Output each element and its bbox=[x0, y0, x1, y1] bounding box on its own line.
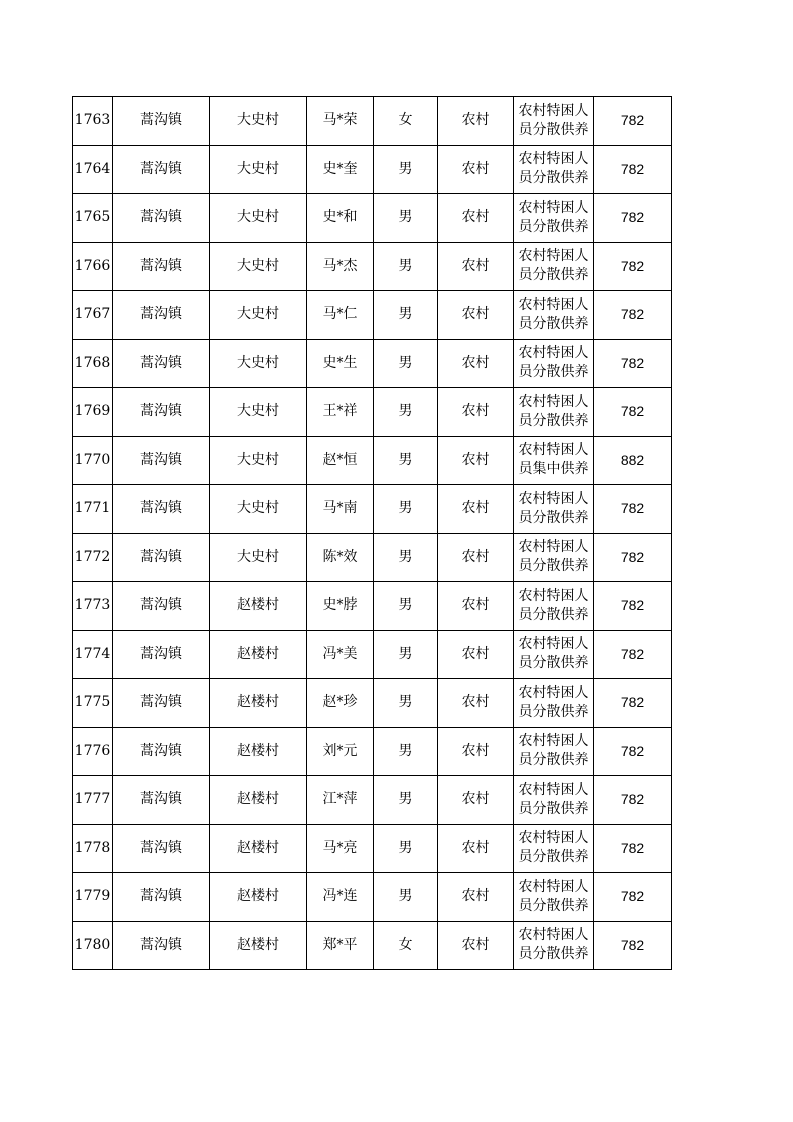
support-type-line-1: 农村特困人 bbox=[518, 539, 589, 556]
table-row bbox=[73, 921, 672, 970]
table-row bbox=[73, 388, 672, 437]
cell-household-type: 农村 bbox=[438, 776, 514, 825]
cell-person-name: 冯*美 bbox=[307, 630, 374, 679]
cell-household-type: 农村 bbox=[438, 388, 514, 437]
table-row bbox=[73, 436, 672, 485]
cell-amount: 782 bbox=[594, 824, 672, 873]
cell-town: 蒿沟镇 bbox=[113, 97, 210, 146]
cell-support-type bbox=[514, 824, 594, 873]
cell-amount: 782 bbox=[594, 388, 672, 437]
cell-village: 大史村 bbox=[210, 291, 307, 340]
support-type-line-2: 员分散供养 bbox=[518, 412, 589, 429]
cell-serial-number: 1777 bbox=[73, 776, 113, 825]
table-row bbox=[73, 582, 672, 631]
cell-gender: 男 bbox=[374, 145, 438, 194]
cell-amount: 782 bbox=[594, 485, 672, 534]
cell-serial-number: 1765 bbox=[73, 194, 113, 243]
cell-serial-number: 1779 bbox=[73, 873, 113, 922]
support-type-line-2: 员集中供养 bbox=[518, 461, 589, 478]
support-type-line-1: 农村特困人 bbox=[518, 490, 589, 507]
table-row bbox=[73, 242, 672, 291]
cell-gender: 男 bbox=[374, 533, 438, 582]
cell-village: 大史村 bbox=[210, 339, 307, 388]
cell-serial-number: 1775 bbox=[73, 679, 113, 728]
support-type-line-2: 员分散供养 bbox=[518, 364, 589, 381]
cell-household-type: 农村 bbox=[438, 436, 514, 485]
cell-amount: 782 bbox=[594, 242, 672, 291]
cell-serial-number: 1768 bbox=[73, 339, 113, 388]
cell-serial-number: 1773 bbox=[73, 582, 113, 631]
cell-gender: 男 bbox=[374, 291, 438, 340]
cell-town: 蒿沟镇 bbox=[113, 727, 210, 776]
table-row bbox=[73, 679, 672, 728]
table-row bbox=[73, 145, 672, 194]
support-type-line-2: 员分散供养 bbox=[518, 218, 589, 235]
cell-gender: 男 bbox=[374, 679, 438, 728]
support-type-line-1: 农村特困人 bbox=[518, 781, 589, 798]
support-type-line-1: 农村特困人 bbox=[518, 393, 589, 410]
cell-serial-number: 1769 bbox=[73, 388, 113, 437]
cell-support-type bbox=[514, 485, 594, 534]
cell-household-type: 农村 bbox=[438, 679, 514, 728]
support-type-line-1: 农村特困人 bbox=[518, 248, 589, 265]
cell-amount: 782 bbox=[594, 873, 672, 922]
table-row bbox=[73, 291, 672, 340]
cell-support-type bbox=[514, 291, 594, 340]
cell-gender: 男 bbox=[374, 727, 438, 776]
support-type-line-2: 员分散供养 bbox=[518, 800, 589, 817]
table-row bbox=[73, 533, 672, 582]
support-type-line-1: 农村特困人 bbox=[518, 296, 589, 313]
support-type-line-2: 员分散供养 bbox=[518, 315, 589, 332]
cell-town: 蒿沟镇 bbox=[113, 194, 210, 243]
cell-amount: 782 bbox=[594, 291, 672, 340]
cell-amount: 782 bbox=[594, 921, 672, 970]
cell-serial-number: 1776 bbox=[73, 727, 113, 776]
cell-person-name: 赵*珍 bbox=[307, 679, 374, 728]
cell-support-type bbox=[514, 873, 594, 922]
cell-support-type bbox=[514, 97, 594, 146]
cell-village: 大史村 bbox=[210, 194, 307, 243]
table-row bbox=[73, 194, 672, 243]
cell-serial-number: 1764 bbox=[73, 145, 113, 194]
support-type-line-2: 员分散供养 bbox=[518, 267, 589, 284]
cell-household-type: 农村 bbox=[438, 291, 514, 340]
table-row bbox=[73, 630, 672, 679]
cell-gender: 男 bbox=[374, 873, 438, 922]
cell-gender: 男 bbox=[374, 194, 438, 243]
support-type-line-1: 农村特困人 bbox=[518, 927, 589, 944]
cell-amount: 782 bbox=[594, 679, 672, 728]
cell-village: 赵楼村 bbox=[210, 582, 307, 631]
support-type-line-1: 农村特困人 bbox=[518, 151, 589, 168]
cell-household-type: 农村 bbox=[438, 582, 514, 631]
table-row bbox=[73, 873, 672, 922]
table-row bbox=[73, 339, 672, 388]
cell-household-type: 农村 bbox=[438, 485, 514, 534]
cell-village: 赵楼村 bbox=[210, 776, 307, 825]
cell-household-type: 农村 bbox=[438, 97, 514, 146]
support-type-line-2: 员分散供养 bbox=[518, 946, 589, 963]
cell-person-name: 史*和 bbox=[307, 194, 374, 243]
cell-household-type: 农村 bbox=[438, 630, 514, 679]
cell-person-name: 陈*效 bbox=[307, 533, 374, 582]
cell-amount: 782 bbox=[594, 582, 672, 631]
cell-amount: 782 bbox=[594, 776, 672, 825]
cell-serial-number: 1770 bbox=[73, 436, 113, 485]
cell-village: 赵楼村 bbox=[210, 873, 307, 922]
cell-serial-number: 1780 bbox=[73, 921, 113, 970]
cell-gender: 女 bbox=[374, 97, 438, 146]
cell-person-name: 马*仁 bbox=[307, 291, 374, 340]
cell-town: 蒿沟镇 bbox=[113, 582, 210, 631]
cell-town: 蒿沟镇 bbox=[113, 485, 210, 534]
cell-person-name: 冯*连 bbox=[307, 873, 374, 922]
cell-serial-number: 1774 bbox=[73, 630, 113, 679]
support-type-line-2: 员分散供养 bbox=[518, 558, 589, 575]
cell-village: 大史村 bbox=[210, 242, 307, 291]
cell-town: 蒿沟镇 bbox=[113, 145, 210, 194]
cell-support-type bbox=[514, 727, 594, 776]
cell-support-type bbox=[514, 921, 594, 970]
cell-serial-number: 1767 bbox=[73, 291, 113, 340]
support-type-line-2: 员分散供养 bbox=[518, 606, 589, 623]
cell-person-name: 史*脖 bbox=[307, 582, 374, 631]
cell-serial-number: 1763 bbox=[73, 97, 113, 146]
support-type-line-1: 农村特困人 bbox=[518, 636, 589, 653]
cell-person-name: 马*南 bbox=[307, 485, 374, 534]
cell-support-type bbox=[514, 533, 594, 582]
support-type-line-1: 农村特困人 bbox=[518, 830, 589, 847]
support-type-line-1: 农村特困人 bbox=[518, 878, 589, 895]
support-type-line-1: 农村特困人 bbox=[518, 587, 589, 604]
table-row bbox=[73, 776, 672, 825]
cell-town: 蒿沟镇 bbox=[113, 824, 210, 873]
cell-support-type bbox=[514, 388, 594, 437]
cell-gender: 男 bbox=[374, 824, 438, 873]
cell-household-type: 农村 bbox=[438, 194, 514, 243]
support-type-line-1: 农村特困人 bbox=[518, 199, 589, 216]
cell-household-type: 农村 bbox=[438, 242, 514, 291]
cell-support-type bbox=[514, 339, 594, 388]
cell-support-type bbox=[514, 194, 594, 243]
cell-town: 蒿沟镇 bbox=[113, 630, 210, 679]
support-type-line-2: 员分散供养 bbox=[518, 509, 589, 526]
cell-village: 大史村 bbox=[210, 485, 307, 534]
cell-town: 蒿沟镇 bbox=[113, 873, 210, 922]
cell-town: 蒿沟镇 bbox=[113, 776, 210, 825]
support-type-line-2: 员分散供养 bbox=[518, 655, 589, 672]
cell-gender: 男 bbox=[374, 242, 438, 291]
cell-person-name: 马*杰 bbox=[307, 242, 374, 291]
cell-gender: 男 bbox=[374, 485, 438, 534]
cell-person-name: 马*亮 bbox=[307, 824, 374, 873]
cell-person-name: 江*萍 bbox=[307, 776, 374, 825]
cell-household-type: 农村 bbox=[438, 339, 514, 388]
table-row bbox=[73, 97, 672, 146]
support-type-line-1: 农村特困人 bbox=[518, 102, 589, 119]
cell-support-type bbox=[514, 630, 594, 679]
cell-amount: 782 bbox=[594, 339, 672, 388]
cell-serial-number: 1778 bbox=[73, 824, 113, 873]
support-type-line-2: 员分散供养 bbox=[518, 897, 589, 914]
cell-amount: 782 bbox=[594, 727, 672, 776]
cell-support-type bbox=[514, 776, 594, 825]
cell-town: 蒿沟镇 bbox=[113, 242, 210, 291]
cell-gender: 女 bbox=[374, 921, 438, 970]
cell-person-name: 马*荣 bbox=[307, 97, 374, 146]
support-type-line-2: 员分散供养 bbox=[518, 752, 589, 769]
cell-person-name: 史*生 bbox=[307, 339, 374, 388]
cell-village: 赵楼村 bbox=[210, 630, 307, 679]
support-type-line-2: 员分散供养 bbox=[518, 121, 589, 138]
table-row bbox=[73, 824, 672, 873]
cell-village: 大史村 bbox=[210, 533, 307, 582]
support-type-line-2: 员分散供养 bbox=[518, 849, 589, 866]
cell-amount: 782 bbox=[594, 145, 672, 194]
cell-town: 蒿沟镇 bbox=[113, 533, 210, 582]
table-row bbox=[73, 727, 672, 776]
cell-household-type: 农村 bbox=[438, 727, 514, 776]
cell-town: 蒿沟镇 bbox=[113, 436, 210, 485]
relief-roster-table bbox=[72, 96, 672, 970]
cell-serial-number: 1772 bbox=[73, 533, 113, 582]
cell-town: 蒿沟镇 bbox=[113, 679, 210, 728]
support-type-line-2: 员分散供养 bbox=[518, 170, 589, 187]
cell-person-name: 刘*元 bbox=[307, 727, 374, 776]
cell-town: 蒿沟镇 bbox=[113, 921, 210, 970]
cell-household-type: 农村 bbox=[438, 145, 514, 194]
support-type-line-1: 农村特困人 bbox=[518, 684, 589, 701]
cell-support-type bbox=[514, 582, 594, 631]
cell-gender: 男 bbox=[374, 388, 438, 437]
cell-person-name: 郑*平 bbox=[307, 921, 374, 970]
cell-gender: 男 bbox=[374, 582, 438, 631]
cell-household-type: 农村 bbox=[438, 824, 514, 873]
cell-village: 赵楼村 bbox=[210, 679, 307, 728]
cell-village: 赵楼村 bbox=[210, 727, 307, 776]
cell-support-type bbox=[514, 242, 594, 291]
cell-person-name: 赵*恒 bbox=[307, 436, 374, 485]
cell-household-type: 农村 bbox=[438, 533, 514, 582]
support-type-line-1: 农村特困人 bbox=[518, 442, 589, 459]
cell-amount: 782 bbox=[594, 194, 672, 243]
cell-town: 蒿沟镇 bbox=[113, 388, 210, 437]
cell-amount: 782 bbox=[594, 97, 672, 146]
cell-village: 赵楼村 bbox=[210, 824, 307, 873]
cell-serial-number: 1771 bbox=[73, 485, 113, 534]
support-type-line-1: 农村特困人 bbox=[518, 733, 589, 750]
cell-village: 赵楼村 bbox=[210, 921, 307, 970]
cell-support-type bbox=[514, 436, 594, 485]
support-type-line-2: 员分散供养 bbox=[518, 703, 589, 720]
cell-gender: 男 bbox=[374, 630, 438, 679]
cell-town: 蒿沟镇 bbox=[113, 339, 210, 388]
cell-town: 蒿沟镇 bbox=[113, 291, 210, 340]
cell-village: 大史村 bbox=[210, 145, 307, 194]
cell-village: 大史村 bbox=[210, 436, 307, 485]
support-type-line-1: 农村特困人 bbox=[518, 345, 589, 362]
table-body bbox=[73, 97, 672, 970]
cell-gender: 男 bbox=[374, 339, 438, 388]
cell-serial-number: 1766 bbox=[73, 242, 113, 291]
cell-person-name: 王*祥 bbox=[307, 388, 374, 437]
cell-village: 大史村 bbox=[210, 388, 307, 437]
cell-village: 大史村 bbox=[210, 97, 307, 146]
cell-gender: 男 bbox=[374, 776, 438, 825]
cell-gender: 男 bbox=[374, 436, 438, 485]
cell-amount: 782 bbox=[594, 630, 672, 679]
cell-amount: 782 bbox=[594, 533, 672, 582]
cell-household-type: 农村 bbox=[438, 873, 514, 922]
cell-household-type: 农村 bbox=[438, 921, 514, 970]
table-row bbox=[73, 485, 672, 534]
cell-amount: 882 bbox=[594, 436, 672, 485]
cell-person-name: 史*奎 bbox=[307, 145, 374, 194]
cell-support-type bbox=[514, 145, 594, 194]
cell-support-type bbox=[514, 679, 594, 728]
